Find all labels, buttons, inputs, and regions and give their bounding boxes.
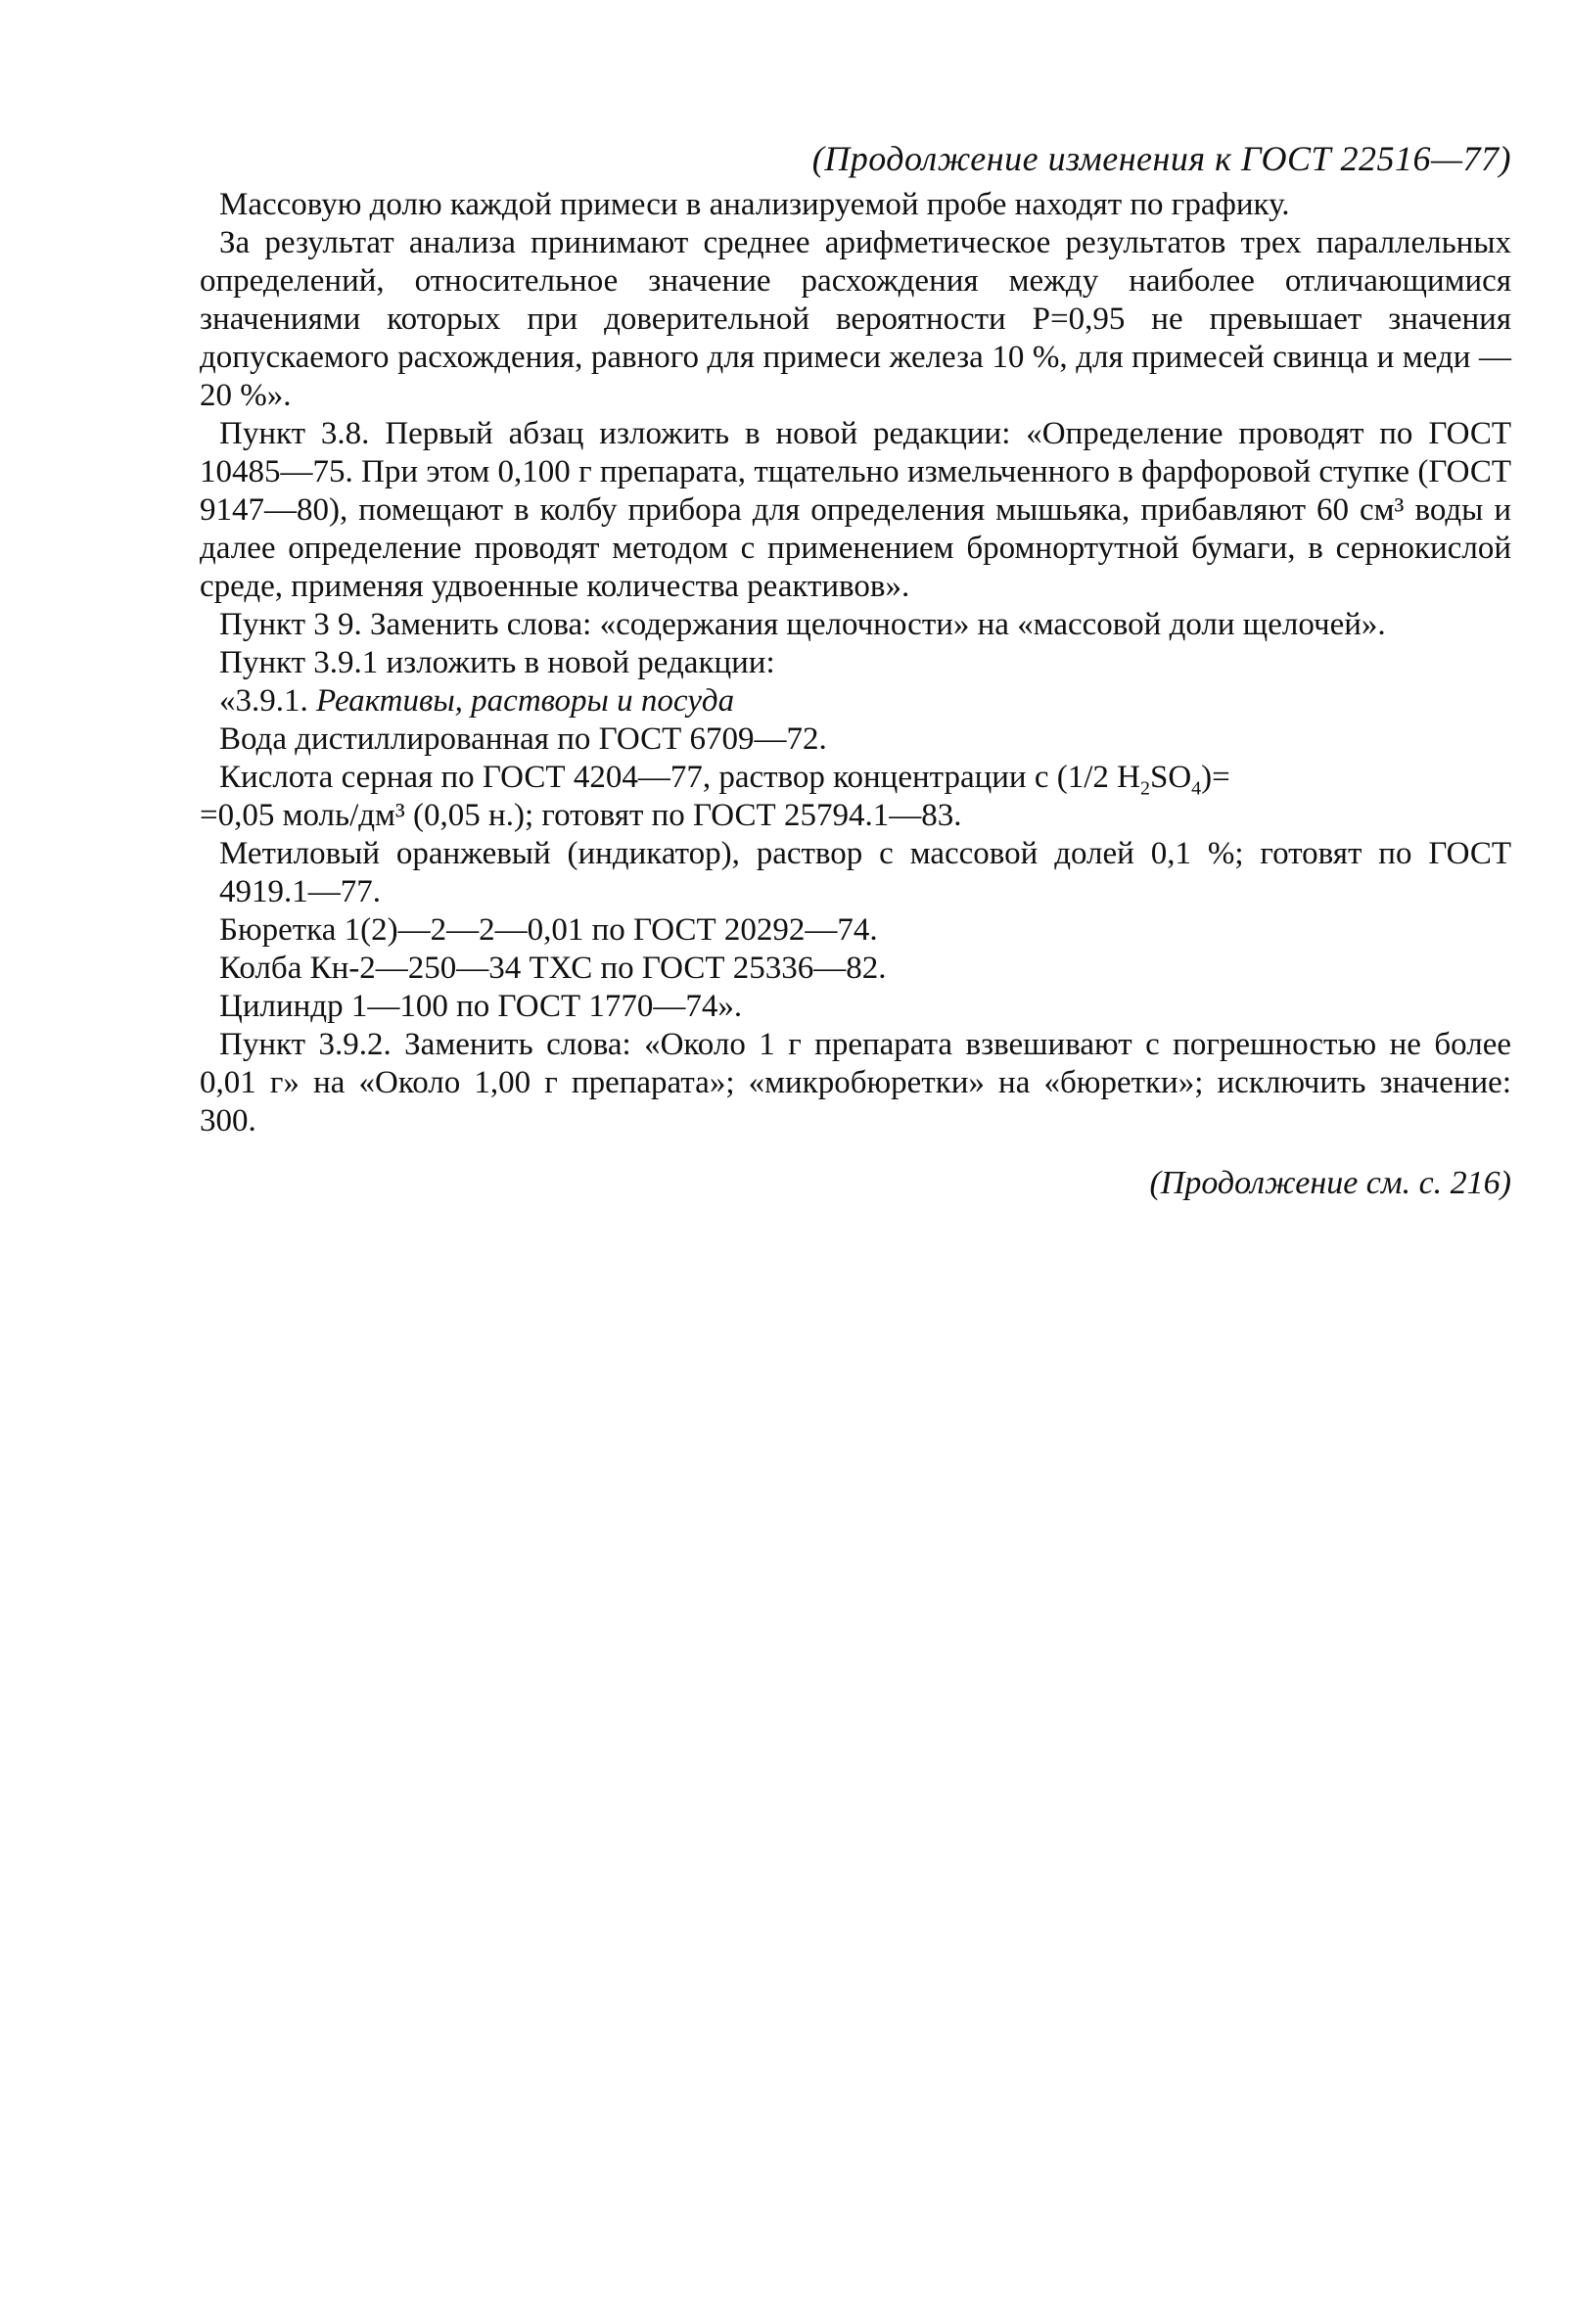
document-body [200,186,1511,1140]
document-page [200,137,1511,1205]
paragraph-reagents-heading [200,682,1511,720]
paragraph-analysis-result: За результат анализа принимают среднее арифметическое результатов трех параллельных определений, относительное значение расхождения между наиболее отличающимися значениями которых при доверительной вероятности P=0,95 не превышает значения допускаемого расхождения, равного для примеси железа 10 %, для примесей свинца и меди — 20 %». [200,225,1511,413]
paragraph-sulfuric-acid [200,759,1511,800]
paragraph-sulfuric-acid-cont: =0,05 моль/дм³ (0,05 н.); готовят по ГОСТ 25794.1—83. [200,798,962,833]
formula-sub-4: 4 [1191,777,1202,800]
paragraph-graph-note: Массовую долю каждой примеси в анализируемой пробе находят по графику. [219,187,1290,222]
paragraph-distilled-water: Вода дистиллированная по ГОСТ 6709—72. [219,721,827,757]
paragraph-burette: Бюретка 1(2)—2—2—0,01 по ГОСТ 20292—74. [219,912,878,948]
paragraph-cylinder: Цилиндр 1—100 по ГОСТ 1770—74». [219,989,743,1024]
reagents-heading-number: «3.9.1. [219,683,316,719]
formula-so: SO [1149,760,1192,795]
paragraph-flask: Колба Кн-2—250—34 ТХС по ГОСТ 25336—82. [219,951,887,986]
reagents-heading-title: Реактивы, растворы и посуда [316,683,735,719]
formula-sub-2: 2 [1139,777,1150,800]
paragraph-item-3-9: Пункт 3 9. Заменить слова: «содержания щелочности» на «массовой доли щелочей». [219,607,1386,642]
page-header: (Продолжение изменения к ГОСТ 22516—77) [811,139,1511,178]
paragraph-item-3-8: Пункт 3.8. Первый абзац изложить в новой редакции: «Определение проводят по ГОСТ 10485—75. При этом 0,100 г препарата, тщательно измельченного в фарфоровой ступке (ГОСТ 9147—80), помещают в колбу прибора для определения мышьяка, прибавляют 60 см³ воды и далее определение проводят методом с применением бромнортутной бумаги, в сернокислой среде, применяя удвоенные количества реактивов». [200,416,1511,604]
sulfuric-acid-text: Кислота серная по ГОСТ 4204—77, раствор концентрации c (1/2 H [219,760,1140,795]
paragraph-methyl-orange: Метиловый оранжевый (индикатор), раствор с массовой долей 0,1 %; готовят по ГОСТ 4919.1—77. [219,836,1511,909]
paragraph-item-3-9-2: Пункт 3.9.2. Заменить слова: «Около 1 г препарата взвешивают с погрешностью не более 0,01 г» на «Около 1,00 г препарата»; «микробюретки» на «бюретки»; исключить значение: 300. [200,1027,1511,1139]
paragraph-item-3-9-1: Пункт 3.9.1 изложить в новой редакции: [219,645,775,680]
formula-close: )= [1201,760,1230,795]
page-footer: (Продолжение см. с. 216) [1149,1165,1511,1201]
